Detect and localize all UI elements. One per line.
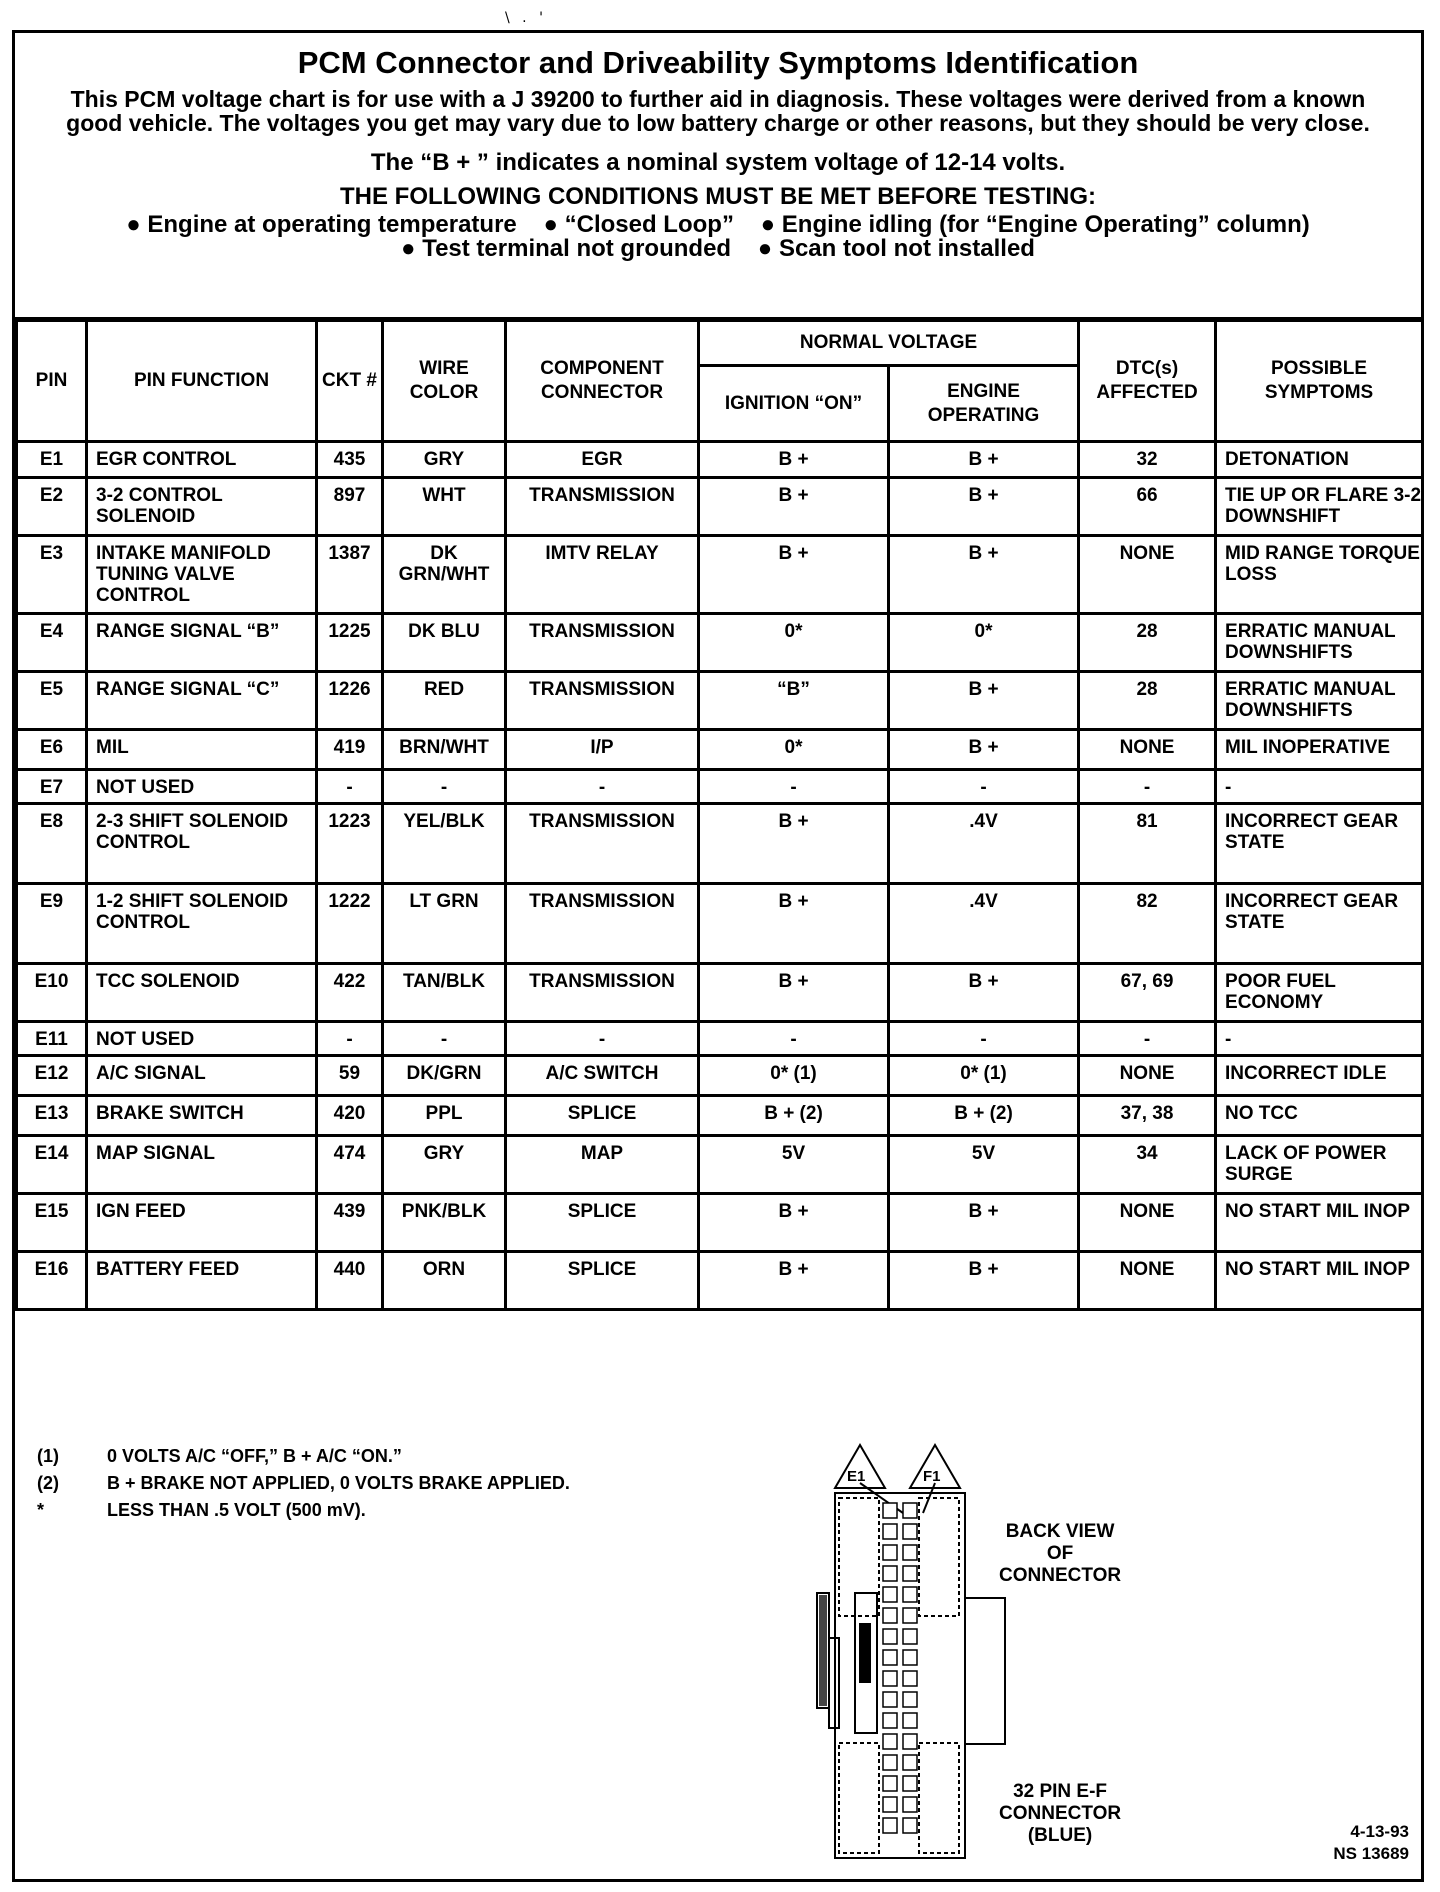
doc-number: NS 13689	[1333, 1844, 1409, 1863]
connector-pin-cell	[883, 1776, 897, 1791]
cell-symptoms: NO START MIL INOP	[1216, 1194, 1423, 1252]
cell-function: IGN FEED	[87, 1194, 317, 1252]
header-normal-voltage: NORMAL VOLTAGE	[699, 321, 1079, 366]
connector-pin-cell	[903, 1776, 917, 1791]
connector-pin-cell	[903, 1608, 917, 1623]
cell-ckt: 1226	[317, 672, 383, 730]
cell-function: RANGE SIGNAL “B”	[87, 614, 317, 672]
cell-function: 1-2 SHIFT SOLENOID CONTROL	[87, 884, 317, 964]
cell-engine: B +	[889, 672, 1079, 730]
cell-ckt: 435	[317, 442, 383, 478]
connector-pins	[883, 1503, 917, 1833]
bullet-icon: ●	[543, 211, 558, 238]
cell-ignition: 0*	[699, 730, 889, 770]
conditions-list	[15, 213, 1421, 261]
cell-component: TRANSMISSION	[506, 884, 699, 964]
cell-pin: E7	[17, 770, 87, 804]
connector-pin-cell	[903, 1566, 917, 1581]
f1-label: F1	[923, 1468, 941, 1485]
condition-item: Scan tool not installed	[778, 235, 1035, 262]
cell-symptoms: MID RANGE TORQUE LOSS	[1216, 536, 1423, 614]
latch-hatch	[819, 1595, 827, 1706]
cell-dtc: 66	[1079, 478, 1216, 536]
cell-pin: E8	[17, 804, 87, 884]
cell-engine: B +	[889, 964, 1079, 1022]
cell-wire: PNK/BLK	[383, 1194, 506, 1252]
cell-pin: E9	[17, 884, 87, 964]
cell-ckt: -	[317, 770, 383, 804]
cell-dtc: 67, 69	[1079, 964, 1216, 1022]
cell-ignition: B +	[699, 1252, 889, 1310]
cell-function: TCC SOLENOID	[87, 964, 317, 1022]
cell-pin: E16	[17, 1252, 87, 1310]
pcm-voltage-table	[15, 319, 1424, 1311]
cell-component: MAP	[506, 1136, 699, 1194]
cell-pin: E2	[17, 478, 87, 536]
cell-ckt: 897	[317, 478, 383, 536]
cell-dtc: -	[1079, 770, 1216, 804]
cell-component: I/P	[506, 730, 699, 770]
header-ignition-on: IGNITION “ON”	[699, 366, 889, 442]
cell-ckt: 1222	[317, 884, 383, 964]
cell-ignition: B +	[699, 478, 889, 536]
cell-ckt: 1225	[317, 614, 383, 672]
connector-pin-cell	[883, 1503, 897, 1518]
condition-item: “Closed Loop”	[564, 211, 734, 238]
header-pin: PIN	[17, 321, 87, 442]
footnote-item: * LESS THAN .5 VOLT (500 mV).	[37, 1500, 366, 1520]
cell-dtc: 81	[1079, 804, 1216, 884]
cell-function: NOT USED	[87, 1022, 317, 1056]
cell-engine: B +	[889, 478, 1079, 536]
connector-pin-cell	[883, 1797, 897, 1812]
footnotes	[37, 1443, 570, 1524]
cell-dtc: 28	[1079, 614, 1216, 672]
cell-dtc: NONE	[1079, 730, 1216, 770]
cell-ignition: 0* (1)	[699, 1056, 889, 1096]
back-view-label: BACK VIEW OF CONNECTOR	[999, 1521, 1122, 1586]
connector-pin-cell	[903, 1545, 917, 1560]
cell-dtc: 37, 38	[1079, 1096, 1216, 1136]
table-row	[17, 770, 1423, 804]
cell-function: RANGE SIGNAL “C”	[87, 672, 317, 730]
document-id	[1333, 1821, 1409, 1865]
cell-component: SPLICE	[506, 1252, 699, 1310]
cell-engine: 0*	[889, 614, 1079, 672]
header-possible-symptoms: POSSIBLE SYMPTOMS	[1216, 321, 1423, 442]
cell-function: BRAKE SWITCH	[87, 1096, 317, 1136]
cell-symptoms: LACK OF POWER SURGE	[1216, 1136, 1423, 1194]
cell-engine: B +	[889, 536, 1079, 614]
cell-dtc: NONE	[1079, 1056, 1216, 1096]
connector-pin-cell	[883, 1671, 897, 1686]
header-engine-operating: ENGINE OPERATING	[889, 366, 1079, 442]
cell-engine: B +	[889, 730, 1079, 770]
table-row	[17, 804, 1423, 884]
connector-pin-cell	[903, 1734, 917, 1749]
header-ckt: CKT #	[317, 321, 383, 442]
cell-pin: E14	[17, 1136, 87, 1194]
cell-engine: B + (2)	[889, 1096, 1079, 1136]
connector-pin-cell	[903, 1671, 917, 1686]
cell-ignition: B +	[699, 536, 889, 614]
doc-date: 4-13-93	[1350, 1822, 1409, 1841]
cell-component: TRANSMISSION	[506, 804, 699, 884]
connector-pin-cell	[883, 1524, 897, 1539]
cell-engine: 0* (1)	[889, 1056, 1079, 1096]
cell-ckt: 422	[317, 964, 383, 1022]
bplus-note: The “B + ” indicates a nominal system voltage of 12-14 volts.	[370, 149, 1066, 176]
connector-pin-cell	[883, 1545, 897, 1560]
cell-ckt: 59	[317, 1056, 383, 1096]
header-dtc-affected: DTC(s) AFFECTED	[1079, 321, 1216, 442]
cell-dtc: 34	[1079, 1136, 1216, 1194]
connector-pin-cell	[903, 1650, 917, 1665]
cell-component: TRANSMISSION	[506, 964, 699, 1022]
cell-engine: -	[889, 770, 1079, 804]
cell-component: SPLICE	[506, 1194, 699, 1252]
cell-pin: E10	[17, 964, 87, 1022]
connector-type-label: 32 PIN E-F CONNECTOR (BLUE)	[999, 1781, 1122, 1846]
cell-wire: ORN	[383, 1252, 506, 1310]
bullet-icon: ●	[760, 211, 776, 238]
connector-pin-cell	[903, 1503, 917, 1518]
cell-function: INTAKE MANIFOLD TUNING VALVE CONTROL	[87, 536, 317, 614]
cell-dtc: NONE	[1079, 1252, 1216, 1310]
cell-ckt: 1387	[317, 536, 383, 614]
cell-pin: E15	[17, 1194, 87, 1252]
connector-pin-cell	[883, 1608, 897, 1623]
page-title: PCM Connector and Driveability Symptoms Identification	[297, 45, 1139, 80]
cell-engine: 5V	[889, 1136, 1079, 1194]
cell-component: EGR	[506, 442, 699, 478]
cell-wire: RED	[383, 672, 506, 730]
bullet-icon: ●	[126, 211, 141, 238]
cell-pin: E5	[17, 672, 87, 730]
connector-pin-cell	[883, 1755, 897, 1770]
cell-symptoms: NO TCC	[1216, 1096, 1423, 1136]
cell-pin: E4	[17, 614, 87, 672]
connector-pin-cell	[883, 1734, 897, 1749]
cell-ckt: 1223	[317, 804, 383, 884]
cell-wire: -	[383, 770, 506, 804]
cell-engine: .4V	[889, 884, 1079, 964]
connector-pin-cell	[883, 1566, 897, 1581]
cell-symptoms: DETONATION	[1216, 442, 1423, 478]
connector-pin-cell	[903, 1587, 917, 1602]
header-component-connector: COMPONENT CONNECTOR	[506, 321, 699, 442]
cell-ignition: 5V	[699, 1136, 889, 1194]
cell-component: IMTV RELAY	[506, 536, 699, 614]
intro-paragraph: This PCM voltage chart is for use with a J 39200 to further aid in diagnosis. These voltages were derived from a known good vehicle. The voltages you get may vary due to low battery charge or other reasons, but they should be very close.	[66, 86, 1370, 136]
table-row	[17, 884, 1423, 964]
cell-dtc: NONE	[1079, 536, 1216, 614]
cell-wire: PPL	[383, 1096, 506, 1136]
bullet-icon: ●	[757, 235, 773, 262]
cell-symptoms: -	[1216, 1022, 1423, 1056]
table-row	[17, 1194, 1423, 1252]
cell-dtc: 82	[1079, 884, 1216, 964]
cell-function: 3-2 CONTROL SOLENOID	[87, 478, 317, 536]
cell-component: SPLICE	[506, 1096, 699, 1136]
cell-wire: GRY	[383, 1136, 506, 1194]
cell-ckt: 439	[317, 1194, 383, 1252]
cell-function: NOT USED	[87, 770, 317, 804]
connector-pin-cell	[903, 1818, 917, 1833]
table-row	[17, 442, 1423, 478]
cell-symptoms: POOR FUEL ECONOMY	[1216, 964, 1423, 1022]
cell-ckt: 440	[317, 1252, 383, 1310]
cell-component: -	[506, 1022, 699, 1056]
cell-ignition: 0*	[699, 614, 889, 672]
cell-wire: GRY	[383, 442, 506, 478]
condition-item: Test terminal not grounded	[422, 235, 732, 262]
cell-wire: DK/GRN	[383, 1056, 506, 1096]
top-scan-mark: \ . '	[505, 10, 547, 26]
cell-function: MIL	[87, 730, 317, 770]
footer-section	[15, 1429, 1421, 1881]
cell-engine: .4V	[889, 804, 1079, 884]
table-body	[17, 442, 1423, 1310]
connector-pin-cell	[903, 1755, 917, 1770]
cell-dtc: 28	[1079, 672, 1216, 730]
cell-dtc: -	[1079, 1022, 1216, 1056]
cell-wire: WHT	[383, 478, 506, 536]
cell-component: A/C SWITCH	[506, 1056, 699, 1096]
connector-pin-cell	[903, 1797, 917, 1812]
cell-symptoms: MIL INOPERATIVE	[1216, 730, 1423, 770]
cell-ignition: B +	[699, 804, 889, 884]
cell-pin: E12	[17, 1056, 87, 1096]
footnote-item: (2) B + BRAKE NOT APPLIED, 0 VOLTS BRAKE APPLIED.	[37, 1473, 570, 1493]
cell-wire: BRN/WHT	[383, 730, 506, 770]
cell-component: TRANSMISSION	[506, 672, 699, 730]
cell-pin: E11	[17, 1022, 87, 1056]
cell-ignition: -	[699, 1022, 889, 1056]
cell-function: A/C SIGNAL	[87, 1056, 317, 1096]
footnote-item: (1) 0 VOLTS A/C “OFF,” B + A/C “ON.”	[37, 1446, 402, 1466]
cell-wire: YEL/BLK	[383, 804, 506, 884]
cell-ckt: -	[317, 1022, 383, 1056]
latch-bar	[859, 1623, 871, 1683]
cell-component: -	[506, 770, 699, 804]
cell-symptoms: INCORRECT GEAR STATE	[1216, 804, 1423, 884]
connector-pin-cell	[883, 1650, 897, 1665]
cell-wire: LT GRN	[383, 884, 506, 964]
cell-ignition: B +	[699, 964, 889, 1022]
condition-item: Engine idling (for “Engine Operating” column)	[781, 211, 1310, 238]
cell-pin: E6	[17, 730, 87, 770]
cell-pin: E3	[17, 536, 87, 614]
conditions-title: THE FOLLOWING CONDITIONS MUST BE MET BEFORE TESTING:	[340, 183, 1096, 210]
table-row	[17, 1022, 1423, 1056]
connector-pin-cell	[903, 1692, 917, 1707]
connector-pin-cell	[883, 1692, 897, 1707]
cell-function: 2-3 SHIFT SOLENOID CONTROL	[87, 804, 317, 884]
connector-pin-cell	[903, 1629, 917, 1644]
cell-symptoms: -	[1216, 770, 1423, 804]
header-pin-function: PIN FUNCTION	[87, 321, 317, 442]
cell-dtc: NONE	[1079, 1194, 1216, 1252]
cell-ignition: -	[699, 770, 889, 804]
table-row	[17, 730, 1423, 770]
table-row	[17, 1136, 1423, 1194]
condition-item: Engine at operating temperature	[147, 211, 517, 238]
cell-component: TRANSMISSION	[506, 614, 699, 672]
table-row	[17, 614, 1423, 672]
cell-function: MAP SIGNAL	[87, 1136, 317, 1194]
connector-pin-cell	[903, 1524, 917, 1539]
cell-symptoms: INCORRECT IDLE	[1216, 1056, 1423, 1096]
table-row	[17, 1252, 1423, 1310]
connector-pin-cell	[903, 1713, 917, 1728]
table-row	[17, 1056, 1423, 1096]
cell-ignition: B +	[699, 442, 889, 478]
connector-pin-cell	[883, 1818, 897, 1833]
cell-wire: TAN/BLK	[383, 964, 506, 1022]
table-row	[17, 536, 1423, 614]
cell-function: EGR CONTROL	[87, 442, 317, 478]
cell-engine: -	[889, 1022, 1079, 1056]
cell-symptoms: INCORRECT GEAR STATE	[1216, 884, 1423, 964]
cell-symptoms: TIE UP OR FLARE 3-2 DOWNSHIFT	[1216, 478, 1423, 536]
cell-symptoms: ERRATIC MANUAL DOWNSHIFTS	[1216, 672, 1423, 730]
cell-engine: B +	[889, 1194, 1079, 1252]
cell-function: BATTERY FEED	[87, 1252, 317, 1310]
cell-ckt: 474	[317, 1136, 383, 1194]
cell-wire: DK GRN/WHT	[383, 536, 506, 614]
e1-label: E1	[847, 1468, 866, 1485]
cell-ignition: B +	[699, 884, 889, 964]
cell-dtc: 32	[1079, 442, 1216, 478]
cell-ignition: B +	[699, 1194, 889, 1252]
table-row	[17, 964, 1423, 1022]
table-row	[17, 672, 1423, 730]
document-header	[15, 33, 1421, 320]
cell-engine: B +	[889, 1252, 1079, 1310]
cell-ignition: B + (2)	[699, 1096, 889, 1136]
cell-ckt: 420	[317, 1096, 383, 1136]
bullet-icon: ●	[401, 235, 416, 262]
cell-symptoms: NO START MIL INOP	[1216, 1252, 1423, 1310]
table-row	[17, 478, 1423, 536]
document-frame	[12, 30, 1424, 1882]
cell-wire: -	[383, 1022, 506, 1056]
header-wire-color: WIRE COLOR	[383, 321, 506, 442]
cell-pin: E1	[17, 442, 87, 478]
connector-pin-cell	[883, 1629, 897, 1644]
cell-ckt: 419	[317, 730, 383, 770]
cell-component: TRANSMISSION	[506, 478, 699, 536]
connector-pin-cell	[883, 1587, 897, 1602]
cell-ignition: “B”	[699, 672, 889, 730]
connector-pin-cell	[883, 1713, 897, 1728]
cell-symptoms: ERRATIC MANUAL DOWNSHIFTS	[1216, 614, 1423, 672]
cell-pin: E13	[17, 1096, 87, 1136]
cell-engine: B +	[889, 442, 1079, 478]
table-row	[17, 1096, 1423, 1136]
cell-wire: DK BLU	[383, 614, 506, 672]
